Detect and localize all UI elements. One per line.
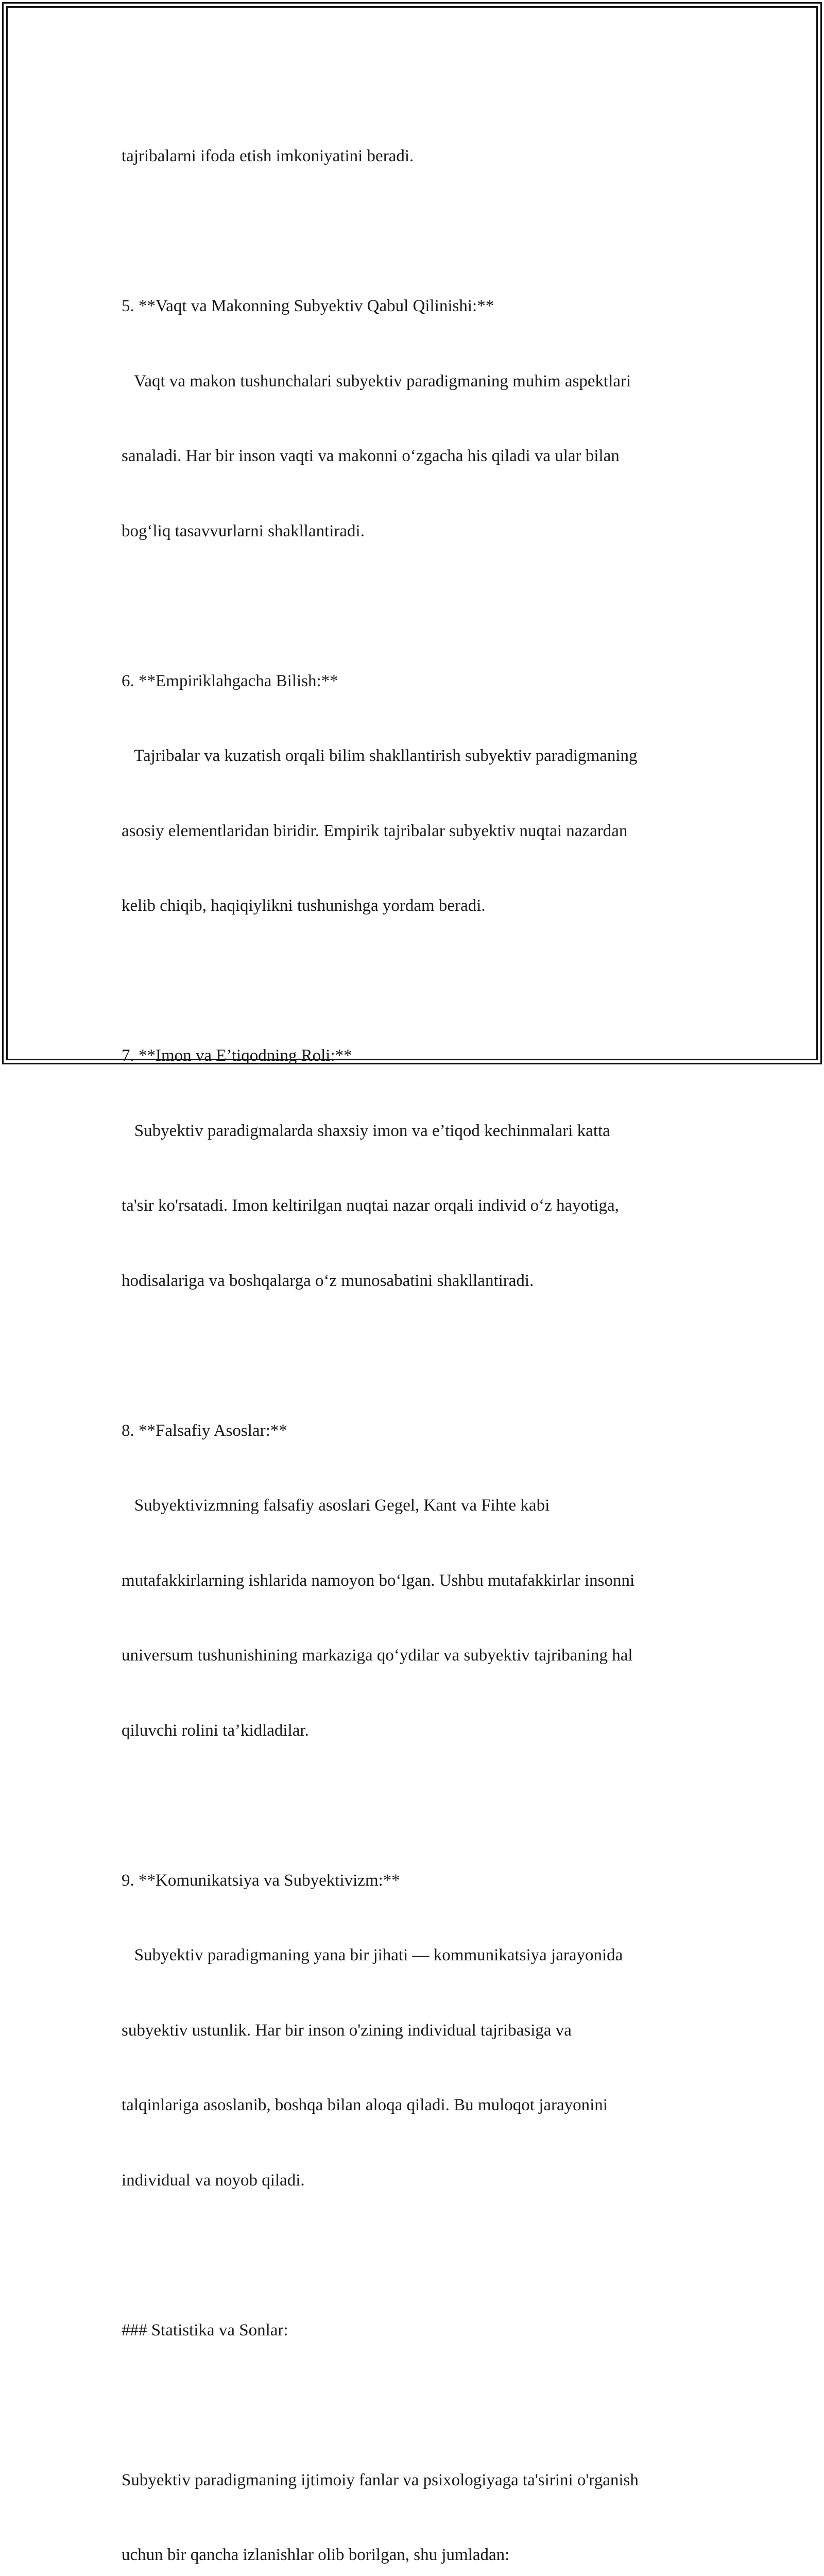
text-line: Subyektiv paradigmaning ijtimoiy fanlar va psixologiyaga ta'sirini o'rganish (122, 2470, 639, 2489)
blank-line (122, 1793, 709, 1818)
section-heading-9: 9. **Komunikatsiya va Subyektivizm:** (122, 1871, 400, 1890)
text-line: individual va noyob qiladi. (122, 2171, 305, 2190)
section-heading-7: 7. **Imon va E’tiqodning Roli:** (122, 1046, 352, 1065)
text-line: tajribalarni ifoda etish imkoniyatini beradi. (122, 147, 414, 165)
text-line: asosiy elementlaridan biridir. Empirik tajribalar subyektiv nuqtai nazardan (122, 821, 628, 840)
section-heading-5: 5. **Vaqt va Makonning Subyektiv Qabul Qilinishi:** (122, 297, 494, 315)
blank-line (122, 969, 709, 994)
text-line: universum tushunishining markaziga qo‘ydilar va subyektiv tajribaning hal (122, 1646, 633, 1665)
text-line: kelib chiqib, haqiqiylikni tushunishga yordam beradi. (122, 896, 486, 915)
blank-line (122, 219, 709, 244)
blank-line (122, 2243, 709, 2268)
text-line: subyektiv ustunlik. Har bir inson o'zining individual tajribasiga va (122, 2021, 572, 2040)
text-line: bog‘liq tasavvurlarni shakllantiradi. (122, 521, 365, 540)
section-heading-6: 6. **Empiriklahgacha Bilish:** (122, 671, 338, 690)
text-line: Subyektivizmning falsafiy asoslari Gegel, Kant va Fihte kabi (122, 1496, 550, 1515)
text-line: Subyektiv paradigmalarda shaxsiy imon va e’tiqod kechinmalari katta (122, 1121, 610, 1140)
text-line: Vaqt va makon tushunchalari subyektiv paradigmaning muhim aspektlari (122, 371, 631, 391)
text-line: ta'sir ko'rsatadi. Imon keltirilgan nuqtai nazar orqali individ o‘z hayotiga, (122, 1196, 619, 1215)
text-line: Tajribalar va kuzatish orqali bilim shakllantirish subyektiv paradigmaning (122, 747, 638, 765)
section-heading-8: 8. **Falsafiy Asoslar:** (122, 1421, 287, 1440)
statistics-heading: ### Statistika va Sonlar: (122, 2320, 288, 2340)
text-line: qiluvchi rolini ta’kidladilar. (122, 1721, 309, 1740)
document-body (122, 94, 709, 2576)
blank-line (122, 2393, 709, 2418)
text-line: Subyektiv paradigmaning yana bir jihati — kommunikatsiya jarayonida (122, 1946, 623, 1964)
text-line: sanaladi. Har bir inson vaqti va makonni o‘zgacha his qiladi va ular bilan (122, 447, 620, 465)
blank-line (122, 1343, 709, 1368)
text-line: uchun bir qancha izlanishlar olib borilgan, shu jumladan: (122, 2546, 510, 2564)
blank-line (122, 594, 709, 619)
text-line: mutafakkirlarning ishlarida namoyon bo‘lgan. Ushbu mutafakkirlar insonni (122, 1571, 635, 1590)
text-line: hodisalariga va boshqalarga o‘z munosabatini shakllantiradi. (122, 1271, 534, 1290)
text-line: talqinlariga asoslanib, boshqa bilan aloqa qiladi. Bu muloqot jarayonini (122, 2096, 608, 2114)
